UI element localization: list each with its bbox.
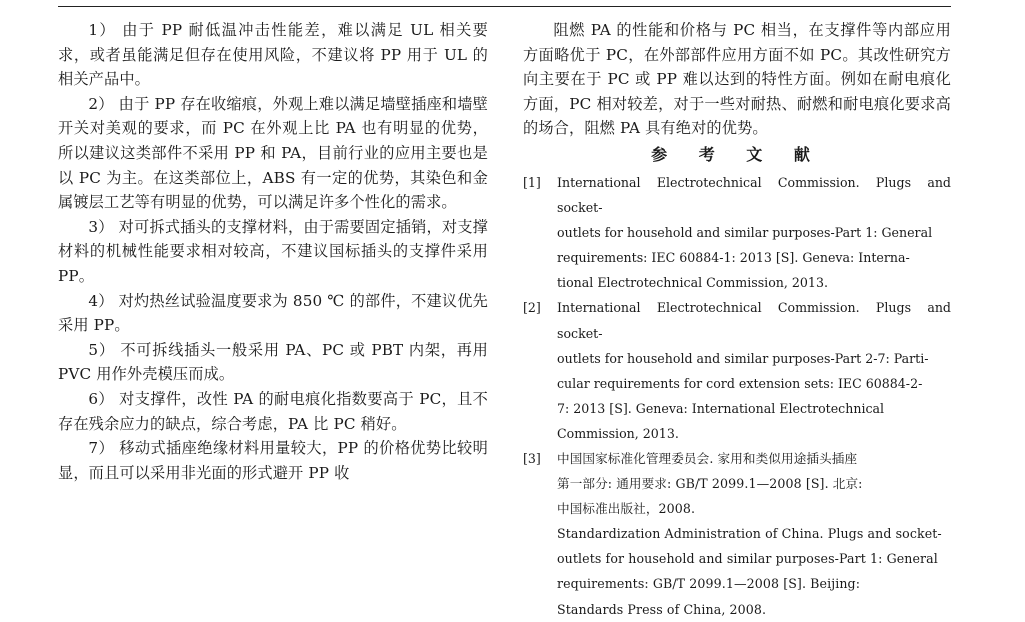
reference-line: Commission, 2013. bbox=[557, 425, 679, 441]
reference-line: requirements: GB/T 2099.1—2008 [S]. Beijing: bbox=[557, 576, 861, 592]
reference-line: outlets for household and similar purposes-Part 2-7: Parti- bbox=[557, 350, 929, 366]
reference-entry bbox=[523, 295, 951, 446]
right-column bbox=[523, 18, 951, 622]
reference-entry bbox=[523, 446, 951, 622]
paragraph-2: 2） 由于 PP 存在收缩痕，外观上难以满足墙壁插座和墙壁开关对美观的要求，而 PC 在外观上比 PA 也有明显的优势，所以建议这类部件不采用 PP 和 PA，目前行业的应用主要也是以 PC 为主。在这类部位上，ABS 有一定的优势，其染色和金属镀层工艺等有明显的优势，可以满足许多个性化的需求。 bbox=[58, 94, 488, 212]
reference-entry bbox=[523, 170, 951, 295]
intro-paragraph: 阻燃 PA 的性能和价格与 PC 相当，在支撑件等内部应用方面略优于 PC，在外部部件应用方面不如 PC。其改性研究方向主要在于 PC 或 PP 难以达到的特性方面。例如在耐电痕化方面，PC 相对较差，对于一些对耐热、耐燃和耐电痕化要求高的场合，阻燃 PA 具有绝对的优势。 bbox=[523, 21, 951, 138]
reference-line: 第一部分: 通用要求: GB/T 2099.1—2008 [S]. 北京: bbox=[557, 476, 863, 492]
reference-line: tional Electrotechnical Commission, 2013. bbox=[557, 275, 828, 291]
paragraph-7: 7） 移动式插座绝缘材料用量较大，PP 的价格优势比较明显，而且可以采用非光面的形式避开 PP 收 bbox=[58, 439, 488, 482]
reference-line: cular requirements for cord extension sets: IEC 60884-2- bbox=[557, 375, 923, 391]
references-heading: 参 考 文 献 bbox=[651, 144, 823, 164]
paragraph-1: 1） 由于 PP 耐低温冲击性能差，难以满足 UL 相关要求，或者虽能满足但存在使用风险，不建议将 PP 用于 UL 的相关产品中。 bbox=[58, 21, 488, 89]
reference-line: International Electrotechnical Commission. Plugs and socket- bbox=[557, 300, 951, 341]
paragraph-6: 6） 对支撑件，改性 PA 的耐电痕化指数要高于 PC，且不存在残余应力的缺点，综合考虑，PA 比 PC 稍好。 bbox=[58, 389, 488, 433]
reference-line: outlets for household and similar purposes-Part 1: General bbox=[557, 225, 933, 241]
reference-line: outlets for household and similar purposes-Part 1: General bbox=[557, 551, 938, 567]
paragraph-3: 3） 对可拆式插头的支撑材料，由于需要固定插销，对支撑材料的机械性能要求相对较高，不建议国标插头的支撑件采用 PP。 bbox=[58, 217, 488, 285]
reference-line: Standards Press of China, 2008. bbox=[557, 601, 767, 617]
reference-line: Standardization Administration of China. Plugs and socket- bbox=[557, 526, 942, 542]
left-column bbox=[58, 18, 488, 485]
reference-line: International Electrotechnical Commission. Plugs and socket- bbox=[557, 174, 951, 216]
paragraph-4: 4） 对灼热丝试验温度要求为 850 ℃ 的部件，不建议优先采用 PP。 bbox=[58, 291, 488, 335]
reference-line: requirements: IEC 60884-1: 2013 [S]. Geneva: Interna- bbox=[557, 250, 910, 266]
reference-line: 7: 2013 [S]. Geneva: International Electrotechnical bbox=[557, 400, 885, 416]
reference-number: [2] bbox=[523, 300, 541, 316]
reference-line: 中国标准出版社，2008. bbox=[557, 501, 696, 517]
reference-number: [3] bbox=[523, 451, 541, 466]
reference-line: 中国国家标准化管理委员会. 家用和类似用途插头插座 bbox=[557, 451, 858, 466]
reference-number: [1] bbox=[523, 174, 541, 190]
paragraph-5: 5） 不可拆线插头一般采用 PA、PC 或 PBT 内架，再用 PVC 用作外壳模压而成。 bbox=[58, 340, 488, 384]
header-rule bbox=[58, 6, 951, 7]
